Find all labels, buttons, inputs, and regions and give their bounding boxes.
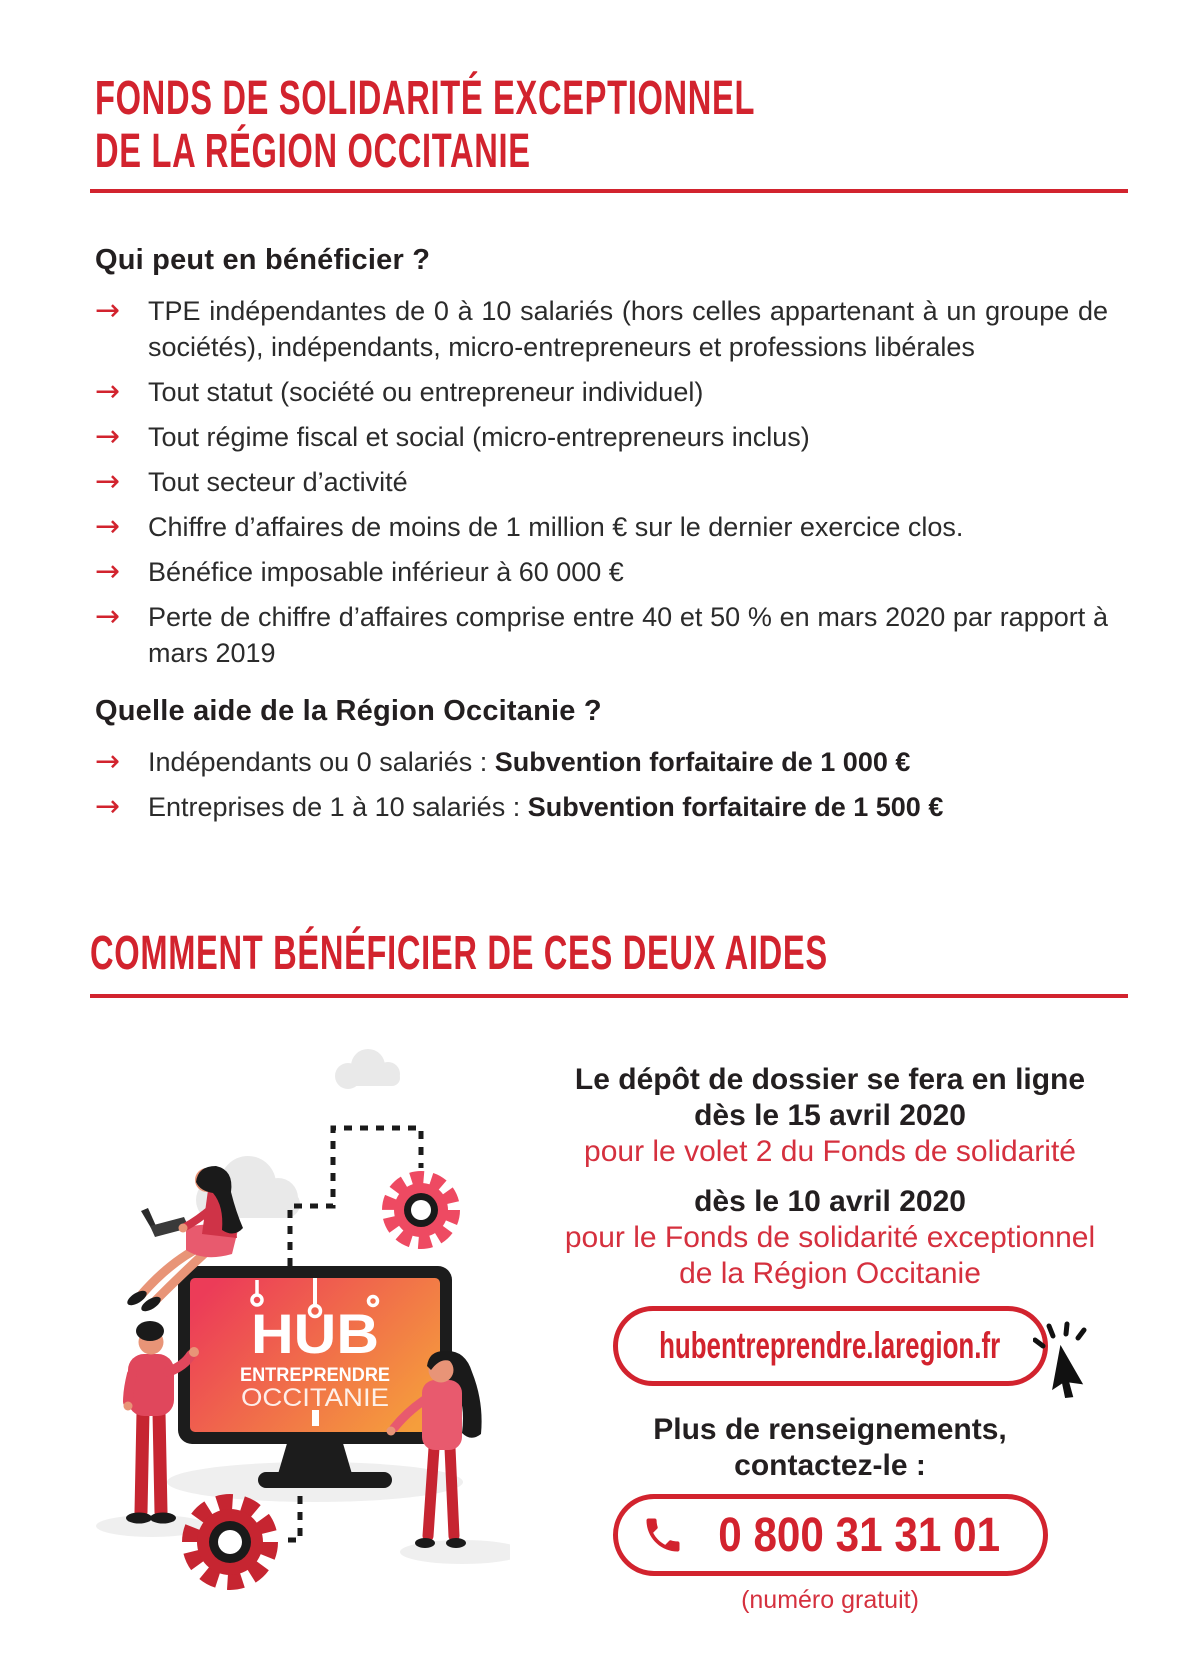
list-item <box>95 374 1108 410</box>
phone-number[interactable]: 0 800 31 31 01 <box>718 1508 1000 1562</box>
info-column <box>550 1062 1110 1615</box>
list-item-text: Perte de chiffre d’affaires comprise entre 40 et 50 % en mars 2020 par rapport à mars 2019 <box>148 602 1108 668</box>
phone-button[interactable] <box>613 1494 1048 1576</box>
page-title-line2: DE LA RÉGION OCCITANIE <box>95 125 531 178</box>
click-cursor-icon <box>1033 1320 1099 1398</box>
hub-logo-region: OCCITANIE <box>241 1384 389 1412</box>
arrow-bullet-icon: → <box>95 293 121 328</box>
list-item <box>95 599 1108 671</box>
aid-item-amount: Subvention forfaitaire de 1 000 € <box>494 747 911 777</box>
list-item <box>95 293 1108 365</box>
list-item-text <box>148 789 1108 825</box>
list-item-text: TPE indépendantes de 0 à 10 salariés (hors celles appartenant à un groupe de sociétés), indépendants, micro-entrepreneurs et professions libérales <box>148 296 1108 362</box>
website-link-button[interactable] <box>613 1306 1048 1386</box>
arrow-bullet-icon: → <box>95 464 121 499</box>
deposit-target-region-line1: pour le Fonds de solidarité exceptionnel <box>564 1221 1096 1254</box>
aid-list <box>95 744 1108 825</box>
how-to-title-text: COMMENT BÉNÉFICIER DE CES DEUX AIDES <box>90 927 828 980</box>
eligibility-section <box>95 244 1108 825</box>
phone-note: (numéro gratuit) <box>741 1586 919 1614</box>
list-item <box>95 744 1108 780</box>
deposit-target-region-line2: de la Région Occitanie <box>679 1257 981 1290</box>
arrow-bullet-icon: → <box>95 789 121 824</box>
dotted-line-bottom <box>280 1496 300 1540</box>
list-item-text: Tout secteur d’activité <box>148 467 408 497</box>
website-url[interactable]: hubentreprendre.laregion.fr <box>659 1325 1001 1366</box>
list-item <box>95 464 1108 500</box>
title-divider <box>90 189 1128 193</box>
hub-logo-text: HUB <box>251 1302 379 1365</box>
contact-line1: Plus de renseignements, <box>653 1413 1007 1446</box>
list-item-text: Tout régime fiscal et social (micro-entrepreneurs inclus) <box>148 422 810 452</box>
deposit-line1: Le dépôt de dossier se fera en ligne <box>574 1063 1086 1096</box>
arrow-bullet-icon: → <box>95 599 121 634</box>
who-heading: Qui peut en bénéficier ? <box>95 244 431 276</box>
hub-illustration <box>90 1040 510 1660</box>
page-title-line1: FONDS DE SOLIDARITÉ EXCEPTIONNEL <box>95 72 756 125</box>
list-item <box>95 554 1108 590</box>
deposit-date-region: dès le 10 avril 2020 <box>694 1185 966 1218</box>
list-item <box>95 419 1108 455</box>
deposit-date-volet2: dès le 15 avril 2020 <box>694 1099 966 1132</box>
arrow-bullet-icon: → <box>95 374 121 409</box>
list-item-text <box>148 744 1108 780</box>
how-to-divider <box>90 994 1128 998</box>
list-item-text: Chiffre d’affaires de moins de 1 million € sur le dernier exercice clos. <box>148 512 964 542</box>
arrow-bullet-icon: → <box>95 509 121 544</box>
gear-icon <box>190 1502 270 1582</box>
list-item <box>95 509 1108 545</box>
monitor <box>178 1266 452 1444</box>
aid-item-prefix: Entreprises de 1 à 10 salariés : <box>148 792 528 822</box>
gear-icon <box>389 1178 453 1242</box>
deposit-target-volet2: pour le volet 2 du Fonds de solidarité <box>584 1135 1076 1168</box>
phone-icon <box>641 1513 685 1557</box>
aid-item-amount: Subvention forfaitaire de 1 500 € <box>527 792 944 822</box>
list-item <box>95 789 1108 825</box>
page-title <box>95 72 1066 178</box>
how-to-title <box>90 926 1175 981</box>
list-item-text: Tout statut (société ou entrepreneur individuel) <box>148 377 704 407</box>
contact-line2: contactez-le : <box>734 1449 926 1482</box>
aid-item-prefix: Indépendants ou 0 salariés : <box>148 747 495 777</box>
arrow-bullet-icon: → <box>95 554 121 589</box>
who-list <box>95 293 1108 671</box>
aid-heading: Quelle aide de la Région Occitanie ? <box>95 695 602 727</box>
arrow-bullet-icon: → <box>95 744 121 779</box>
list-item-text: Bénéfice imposable inférieur à 60 000 € <box>148 557 624 587</box>
spacer <box>550 1170 1110 1184</box>
arrow-bullet-icon: → <box>95 419 121 454</box>
hub-logo-subtext: ENTREPRENDRE <box>240 1365 390 1386</box>
